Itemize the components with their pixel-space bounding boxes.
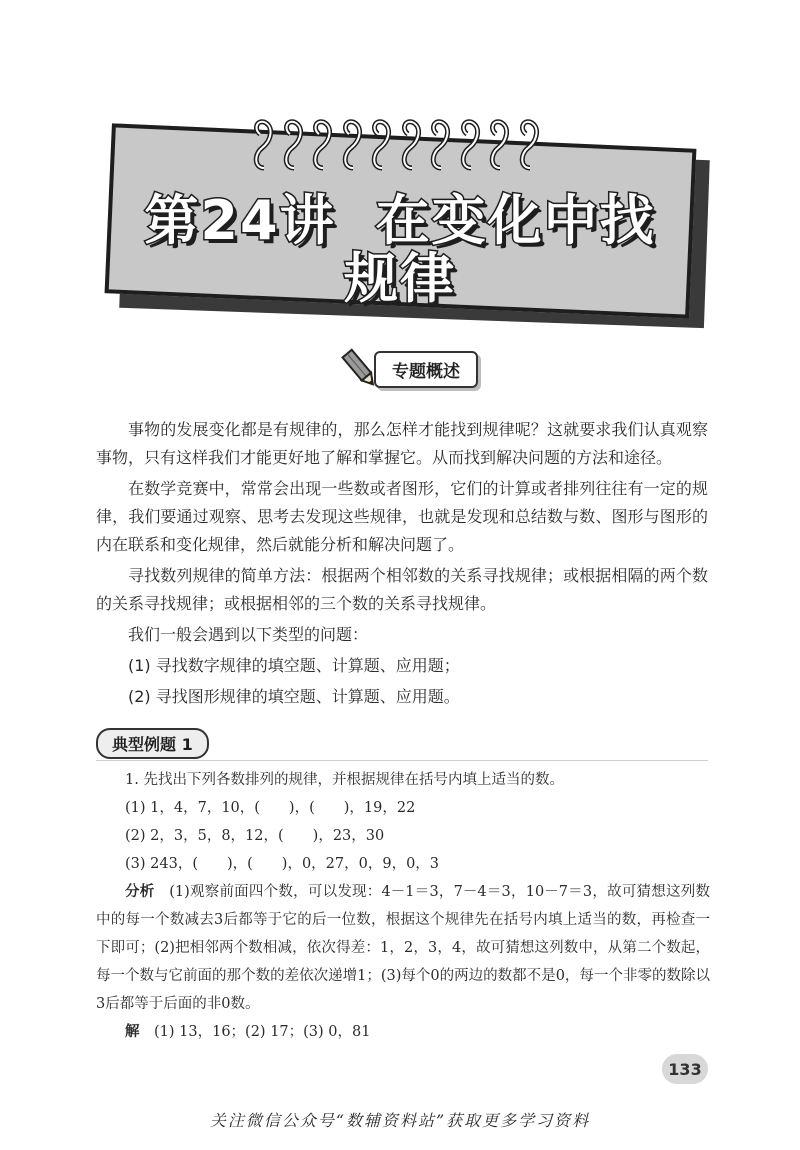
overview-paragraph: 事物的发展变化都是有规律的，那么怎样才能找到规律呢？这就要求我们认真观察事物，只有这样我们才能更好地了解和掌握它。从而找到解决问题的方法和途径。: [96, 420, 708, 467]
ring-icon: [370, 118, 394, 172]
ring-icon: [311, 118, 335, 172]
solution-label: 解: [125, 1024, 140, 1040]
ring-icon: [459, 118, 483, 172]
example-solution: [96, 1018, 710, 1046]
footer-note: 关注微信公众号“数辅资料站”获取更多学习资料: [209, 1111, 591, 1130]
page-number: 133: [662, 1054, 708, 1084]
chapter-title-part: 在变化中找: [375, 189, 656, 252]
banner-binding-rings: [252, 118, 542, 174]
section-title: 专题概述: [374, 351, 478, 388]
ring-icon: [341, 118, 365, 172]
ring-icon: [400, 118, 424, 172]
example-body: [96, 766, 710, 1046]
overview-paragraph: 我们一般会遇到以下类型的问题：: [128, 625, 369, 644]
overview-list-item: (2) 寻找图形规律的填空题、计算题、应用题。: [128, 687, 460, 706]
overview-paragraph: 在数学竞赛中，常常会出现一些数或者图形，它们的计算或者排列往往有一定的规律，我们要通过观察、思考去发现这些规律，也就是发现和总结数与数、图形与图形的内在联系和变化规律，然后就能分析和解决问题了。: [96, 479, 708, 554]
example-item: (1) 1，4，7，10，( )，( )，19，22: [125, 800, 416, 816]
overview-text: [96, 416, 708, 714]
solution-text: (1) 13，16；(2) 17；(3) 0，81: [154, 1024, 371, 1040]
analysis-text: (1)观察前面四个数，可以发现：4－1＝3，7－4＝3，10－7＝3，故可猜想这列数中的每一个数减去3后都等于它的后一位数，根据这个规律先在括号内填上适当的数，再检查一下即可；(2)把相邻两个数相减，依次得差：1，2，3，4，故可猜想这列数中，从第二个数起，每一个数与它前面的那个数的差依次递增1；(3)每个0的两边的数都不是0，每一个非零的数除以3后都等于后面的非0数。: [96, 884, 710, 1012]
example-tag: 典型例题 1: [96, 728, 209, 759]
pencil-icon: [340, 347, 380, 391]
section-heading: [340, 346, 478, 392]
overview-paragraph: 寻找数列规律的简单方法：根据两个相邻数的关系寻找规律；或根据相隔的两个数的关系寻找规律；或根据相邻的三个数的关系寻找规律。: [96, 566, 708, 613]
chapter-title-line-2: 规律: [344, 247, 456, 310]
example-analysis: [96, 878, 710, 1018]
analysis-label: 分析: [125, 884, 155, 900]
overview-list-item: (1) 寻找数字规律的填空题、计算题、应用题；: [128, 656, 460, 675]
example-item: (2) 2，3，5，8，12，( )，23，30: [125, 828, 385, 844]
chapter-number: 第24讲: [144, 189, 336, 252]
ring-icon: [518, 118, 542, 172]
example-item: (3) 243，( )，( )，0，27，0，9，0，3: [125, 856, 440, 872]
ring-icon: [488, 118, 512, 172]
ring-icon: [252, 118, 276, 172]
ring-icon: [282, 118, 306, 172]
example-divider: [96, 760, 708, 761]
example-question: 1. 先找出下列各数排列的规律，并根据规律在括号内填上适当的数。: [125, 772, 564, 788]
ring-icon: [429, 118, 453, 172]
